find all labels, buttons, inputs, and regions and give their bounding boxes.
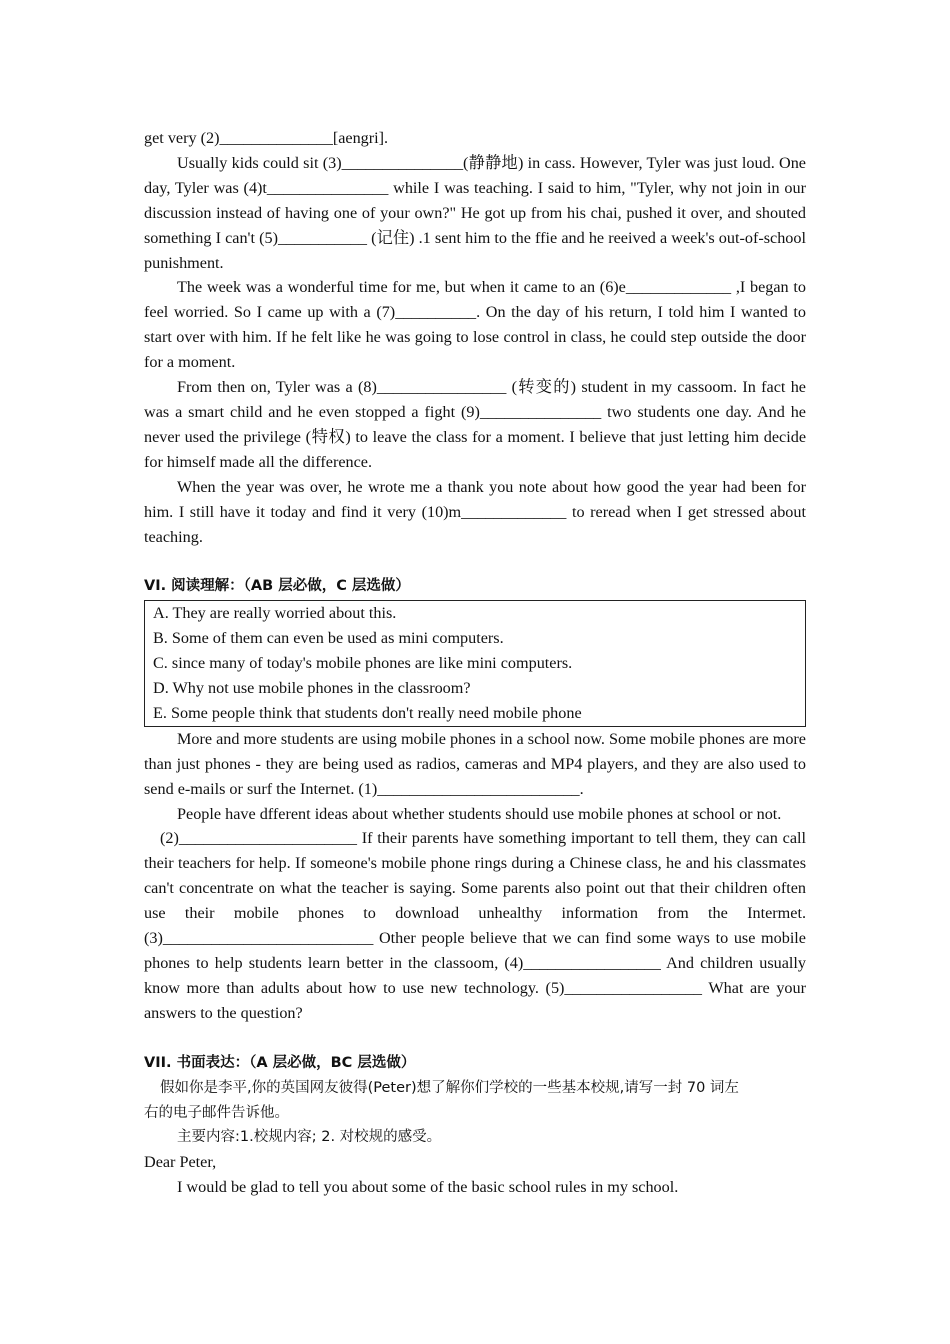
section-gap — [144, 549, 806, 573]
writing-points: 主要内容:1.校规内容; 2. 对校规的感受。 — [177, 1129, 442, 1146]
letter-greeting: Dear Peter, — [144, 1153, 217, 1172]
options-box — [144, 600, 806, 727]
reading-paragraph-3: (2)______________________ If their parents have something important to tell them, they can call their teachers for help. If someone's mobile phone rings during a Chinese class, he and his classmates can't concentrate on what the teacher is saying. Some parents also point out that their children often use their mobile phones to download unhealthy information from the Intermet. (3)__________________________ Other people believe that we can find some ways to use mobile phones to help students learn better in the classoom, (4)_________________ And children usually know more than adults about how to use new technology. (5)_________________ What are your answers to the question? — [144, 829, 806, 1022]
option-c: C. since many of today's mobile phones are like mini computers. — [153, 654, 573, 673]
letter-opening: I would be glad to tell you about some of the basic school rules in my school. — [177, 1178, 679, 1197]
reading-paragraph-1: More and more students are using mobile phones in a school now. Some mobile phones are more than just phones - they are being used as radios, cameras and MP4 players, and they are also used to send e-mails or surf the Internet. (1)_________________________. — [144, 729, 806, 798]
cloze-paragraph-4: When the year was over, he wrote me a thank you note about how good the year had been for him. I still have it today and find it very (10)m_____________ to reread when I get stressed about teaching. — [144, 477, 806, 546]
option-d: D. Why not use mobile phones in the classroom? — [153, 679, 471, 698]
document-content — [144, 126, 806, 1200]
cloze-paragraph-2: The week was a wonderful time for me, but when it came to an (6)e_____________ ,I began to feel worried. So I came up with a (7)__________. On the day of his return, I told him I wanted to start over with him. If he felt like he was going to lose control in class, he could step outside the door for a moment. — [144, 278, 806, 372]
writing-prompt: 假如你是李平,你的英国网友彼得(Peter)想了解你们学校的一些基本校规,请写一封 70 词左右的电子邮件告诉他。 — [144, 1079, 739, 1121]
cloze-paragraph-3: From then on, Tyler was a (8)________________ (转变的) student in my cassoom. In fact he was a smart child and he even stopped a fight (9)_______________ two students one day. And he never used the privilege (特权) to leave the class for a moment. I believe that just letting him decide for himself made all the difference. — [144, 378, 806, 471]
option-a: A. They are really worried about this. — [153, 604, 397, 623]
cloze-paragraph-0: get very (2)______________[aengri]. — [144, 129, 389, 147]
option-e: E. Some people think that students don't really need mobile phone — [153, 703, 582, 722]
option-b: B. Some of them can even be used as mini computers. — [153, 629, 504, 648]
section-7-heading: VII. 书面表达：（A 层必做，BC 层选做） — [144, 1054, 416, 1071]
reading-paragraph-2: People have dfferent ideas about whether students should use mobile phones at school or not. — [177, 804, 782, 823]
section-gap — [144, 1026, 806, 1050]
cloze-paragraph-1: Usually kids could sit (3)_______________(静静地) in cass. However, Tyler was just loud. One day, Tyler was (4)t_______________ while I was teaching. I said to him, "Tyler, why not join in our discussion instead of having one of your own?" He got up from his chai, pushed it over, and shouted something I can't (5)___________ (记住) .1 sent him to the ffie and he reeived a week's out-of-school punishment. — [144, 153, 806, 272]
section-6-heading: VI. 阅读理解：（AB 层必做，C 层选做） — [144, 578, 410, 595]
